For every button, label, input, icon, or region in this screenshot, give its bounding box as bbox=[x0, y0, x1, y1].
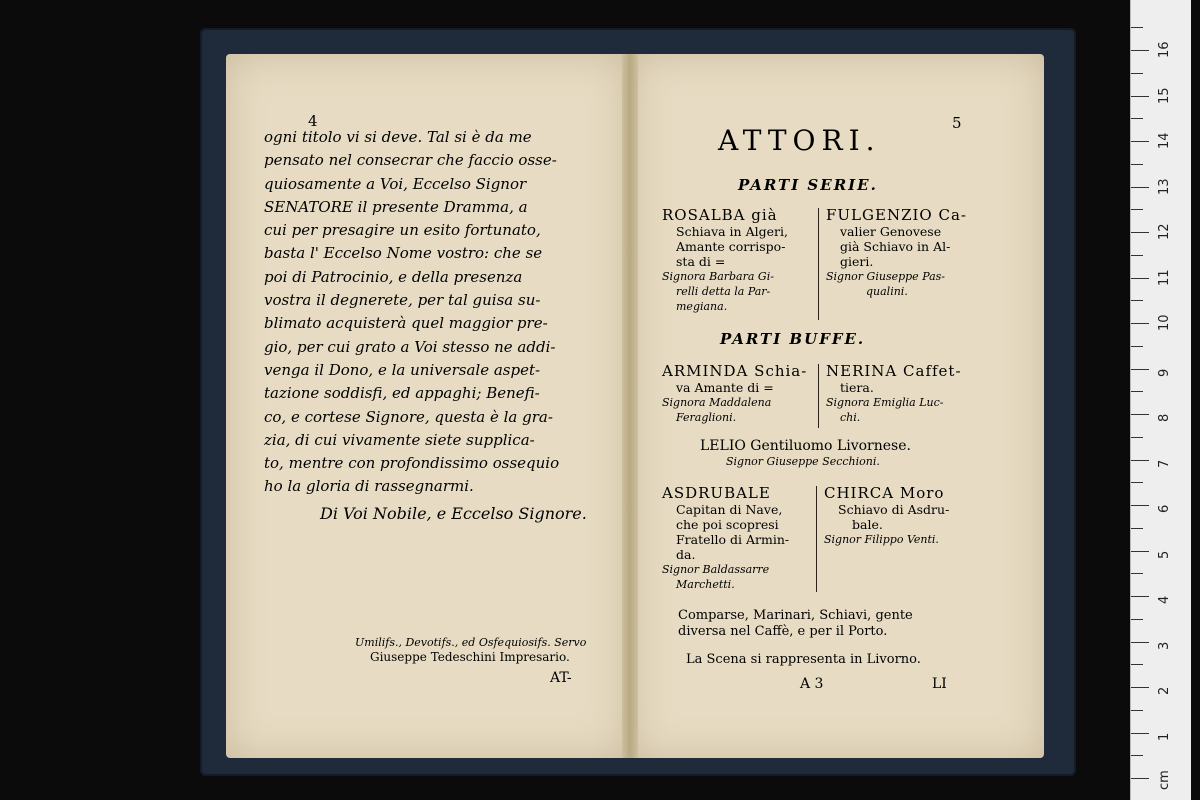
ruler-tick bbox=[1131, 369, 1149, 370]
comparse-line: diversa nel Caffè, e per il Porto. bbox=[678, 624, 888, 639]
ruler-label: 7 bbox=[1157, 459, 1172, 468]
ruler-tick bbox=[1131, 778, 1149, 779]
ruler-label: 8 bbox=[1157, 413, 1172, 422]
ruler-tick bbox=[1131, 505, 1149, 506]
ruler-tick bbox=[1131, 391, 1143, 392]
right-page-number: 5 bbox=[952, 114, 962, 132]
right-catchword: LI bbox=[932, 676, 947, 692]
column-divider bbox=[818, 208, 819, 320]
performer: megiana. bbox=[676, 300, 728, 313]
performer: Signor Filippo Venti. bbox=[824, 533, 939, 546]
role-name: FULGENZIO Ca- bbox=[826, 206, 967, 224]
ruler-tick bbox=[1131, 300, 1143, 301]
ruler-tick bbox=[1131, 27, 1143, 28]
dedication-line: to, mentre con profondissimo ossequio bbox=[264, 454, 560, 473]
role-asdrubale bbox=[662, 484, 789, 592]
dedication-line: venga il Dono, e la universale aspet- bbox=[264, 360, 541, 379]
dedication-line: ogni titolo vi si deve. Tal si è da me bbox=[264, 128, 532, 146]
role-description: bale. bbox=[852, 517, 883, 532]
ruler-label: 5 bbox=[1157, 550, 1172, 559]
ruler-tick bbox=[1131, 551, 1149, 552]
ruler-label: 12 bbox=[1157, 223, 1172, 240]
ruler-label: 2 bbox=[1157, 686, 1172, 695]
ruler-label: 14 bbox=[1157, 132, 1172, 149]
comparse-line: Comparse, Marinari, Schiavi, gente bbox=[678, 608, 913, 623]
ruler-tick bbox=[1131, 164, 1143, 165]
left-page-number: 4 bbox=[308, 112, 318, 130]
column-divider bbox=[818, 364, 819, 428]
performer: Feraglioni. bbox=[676, 411, 737, 424]
performer: Signor Baldassarre bbox=[662, 563, 770, 576]
performer: relli detta la Par- bbox=[676, 285, 771, 298]
performer: Signor Giuseppe Secchioni. bbox=[726, 455, 880, 468]
ruler-tick bbox=[1131, 118, 1143, 119]
role-name: NERINA Caffet- bbox=[826, 362, 962, 380]
dedication-line: pensato nel consecrar che faccio osse- bbox=[264, 151, 557, 170]
ruler-tick bbox=[1131, 528, 1143, 529]
dedication-text bbox=[264, 126, 614, 499]
role-description: da. bbox=[676, 547, 696, 562]
ruler-tick bbox=[1131, 642, 1149, 643]
role-arminda bbox=[662, 362, 807, 425]
role-description: che poi scopresi bbox=[676, 517, 779, 532]
ruler-tick bbox=[1131, 323, 1149, 324]
role-name: LELIO Gentiluomo Livornese. bbox=[700, 438, 911, 454]
measurement-ruler bbox=[1130, 0, 1191, 800]
ruler-tick bbox=[1131, 687, 1149, 688]
role-description: Amante corrispo- bbox=[676, 239, 786, 254]
role-description: Fratello di Armin- bbox=[676, 532, 790, 547]
role-description: va Amante di = bbox=[676, 380, 774, 395]
ruler-tick bbox=[1131, 619, 1143, 620]
role-name: CHIRCA Moro bbox=[824, 484, 945, 502]
dedication-line: quiosamente a Voi, Eccelso Signor bbox=[264, 174, 527, 193]
ruler-tick bbox=[1131, 437, 1143, 438]
section-heading-buffe: PARTI BUFFE. bbox=[720, 330, 866, 348]
ruler-label: 15 bbox=[1157, 86, 1172, 104]
ruler-label: 13 bbox=[1157, 177, 1172, 195]
ruler-tick bbox=[1131, 141, 1149, 142]
ruler-tick bbox=[1131, 346, 1143, 347]
ruler-tick bbox=[1131, 414, 1149, 415]
scena-line: La Scena si rappresenta in Livorno. bbox=[686, 652, 921, 667]
role-description: sta di = bbox=[676, 254, 726, 269]
performer: Signora Emiglia Luc- bbox=[826, 396, 944, 409]
signature-line: Umilifs., Devotifs., ed Osfequiosifs. Servo bbox=[355, 636, 587, 649]
role-name: ARMINDA Schia- bbox=[662, 362, 808, 380]
dedication-line: poi di Patrocinio, e della presenza bbox=[264, 267, 523, 286]
performer: Signor Giuseppe Pas- bbox=[826, 270, 946, 283]
ruler-label: 11 bbox=[1157, 268, 1172, 286]
signature-mark: A 3 bbox=[800, 676, 824, 692]
ruler-tick bbox=[1131, 96, 1149, 97]
performer: chi. bbox=[840, 411, 861, 424]
dedication-line: tazione soddisfi, ed appaghi; Benefi- bbox=[264, 384, 540, 403]
page-title: ATTORI. bbox=[718, 124, 881, 157]
role-description: gieri. bbox=[840, 254, 874, 269]
ruler-tick bbox=[1131, 664, 1143, 665]
ruler-label: 10 bbox=[1157, 314, 1172, 331]
ruler-tick bbox=[1131, 187, 1149, 188]
role-name: ASDRUBALE bbox=[662, 484, 771, 502]
signature-name: Giuseppe Tedeschini Impresario. bbox=[370, 650, 570, 664]
ruler-tick bbox=[1131, 482, 1143, 483]
ruler-label: 3 bbox=[1157, 641, 1172, 650]
role-chirca bbox=[824, 484, 949, 547]
ruler-label: 6 bbox=[1157, 504, 1172, 513]
book-gutter bbox=[622, 54, 638, 758]
role-fulgenzio bbox=[826, 206, 967, 299]
dedication-line: cui per presagire un esito fortunato, bbox=[264, 221, 541, 240]
ruler-tick bbox=[1131, 209, 1143, 210]
column-divider bbox=[816, 486, 817, 592]
ruler-tick bbox=[1131, 573, 1143, 574]
ruler-tick bbox=[1131, 255, 1143, 256]
role-name: ROSALBA già bbox=[662, 206, 778, 224]
ruler-unit-label: cm bbox=[1157, 770, 1172, 790]
dedication-line: SENATORE il presente Dramma, a bbox=[264, 197, 528, 216]
role-description: Schiava in Algeri, bbox=[676, 224, 788, 239]
ruler-tick bbox=[1131, 710, 1143, 711]
ruler-label: 4 bbox=[1157, 595, 1172, 604]
left-catchword: AT- bbox=[550, 670, 572, 686]
ruler-label: 16 bbox=[1157, 41, 1172, 58]
dedication-line: co, e cortese Signore, questa è la gra- bbox=[264, 407, 553, 426]
performer: Marchetti. bbox=[676, 578, 735, 591]
closing-salutation: Di Voi Nobile, e Eccelso Signore. bbox=[320, 504, 587, 523]
ruler-tick bbox=[1131, 460, 1149, 461]
ruler-tick bbox=[1131, 278, 1149, 279]
dedication-line: blimato acquisterà quel maggior pre- bbox=[264, 314, 548, 333]
dedication-line: ho la gloria di rassegnarmi. bbox=[264, 477, 474, 496]
dedication-line: gio, per cui grato a Voi stesso ne addi- bbox=[264, 337, 556, 356]
role-rosalba bbox=[662, 206, 788, 314]
role-lelio bbox=[700, 438, 911, 469]
performer: Signora Maddalena bbox=[662, 396, 772, 409]
dedication-line: zia, di cui vivamente siete supplica- bbox=[264, 430, 535, 449]
ruler-label: 9 bbox=[1157, 368, 1172, 377]
section-heading-serie: PARTI SERIE. bbox=[738, 176, 878, 194]
performer: Signora Barbara Gi- bbox=[662, 270, 774, 283]
role-description: Schiavo di Asdru- bbox=[838, 502, 950, 517]
dedication-line: vostra il degnerete, per tal guisa su- bbox=[264, 291, 541, 310]
ruler-tick bbox=[1131, 50, 1149, 51]
role-description: già Schiavo in Al- bbox=[840, 239, 951, 254]
dedication-line: basta l' Eccelso Nome vostro: che se bbox=[264, 244, 543, 263]
ruler-tick bbox=[1131, 733, 1149, 734]
ruler-tick bbox=[1131, 755, 1143, 756]
ruler-tick bbox=[1131, 232, 1149, 233]
role-description: Capitan di Nave, bbox=[676, 502, 783, 517]
role-nerina bbox=[826, 362, 962, 425]
ruler-label: 1 bbox=[1157, 732, 1172, 741]
role-description: valier Genovese bbox=[840, 224, 942, 239]
role-description: tiera. bbox=[840, 380, 874, 395]
ruler-tick bbox=[1131, 596, 1149, 597]
ruler-tick bbox=[1131, 73, 1143, 74]
performer: qualini. bbox=[866, 285, 908, 298]
